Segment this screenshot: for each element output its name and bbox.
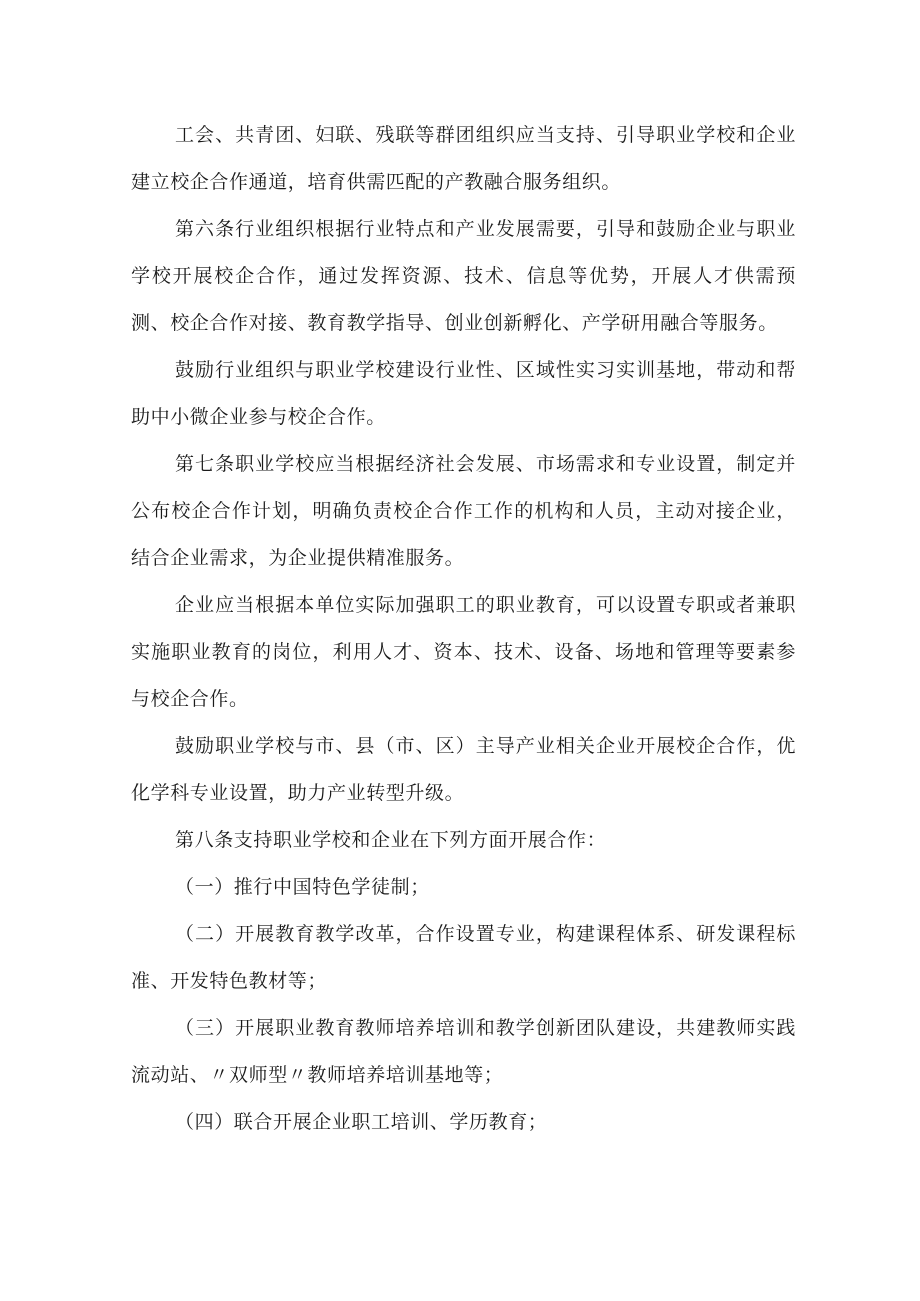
list-item-4: （四）联合开展企业职工培训、学历教育； xyxy=(175,1111,548,1133)
list-item-3: （三）开展职业教育教师培养培训和教学创新团队建设，共建教师实践流动站、〃双师型〃教师培养培训基地等； xyxy=(131,1017,796,1086)
document-body xyxy=(131,112,796,1146)
paragraph-article-6: 第六条行业组织根据行业特点和产业发展需要，引导和鼓励企业与职业学校开展校企合作，通过发挥资源、技术、信息等优势，开展人才供需预测、校企合作对接、教育教学指导、创业创新孵化、产学研用融合等服务。 xyxy=(131,218,796,334)
paragraph-mass-organizations: 工会、共青团、妇联、残联等群团组织应当支持、引导职业学校和企业建立校企合作通道，培育供需匹配的产教融合服务组织。 xyxy=(131,124,796,193)
paragraph-enterprise-education: 企业应当根据本单位实际加强职工的职业教育，可以设置专职或者兼职实施职业教育的岗位，利用人才、资本、技术、设备、场地和管理等要素参与校企合作。 xyxy=(131,594,796,710)
list-item-1: （一）推行中国特色学徒制； xyxy=(175,876,430,898)
list-item-2: （二）开展教育教学改革，合作设置专业，构建课程体系、研发课程标准、开发特色教材等； xyxy=(131,923,796,992)
paragraph-article-7: 第七条职业学校应当根据经济社会发展、市场需求和专业设置，制定并公布校企合作计划，明确负责校企合作工作的机构和人员，主动对接企业，结合企业需求，为企业提供精准服务。 xyxy=(131,453,796,569)
paragraph-local-industry: 鼓励职业学校与市、县（市、区）主导产业相关企业开展校企合作，优化学科专业设置，助力产业转型升级。 xyxy=(131,735,796,804)
paragraph-industry-bases: 鼓励行业组织与职业学校建设行业性、区域性实习实训基地，带动和帮助中小微企业参与校企合作。 xyxy=(131,359,796,428)
paragraph-article-8: 第八条支持职业学校和企业在下列方面开展合作： xyxy=(175,829,607,851)
